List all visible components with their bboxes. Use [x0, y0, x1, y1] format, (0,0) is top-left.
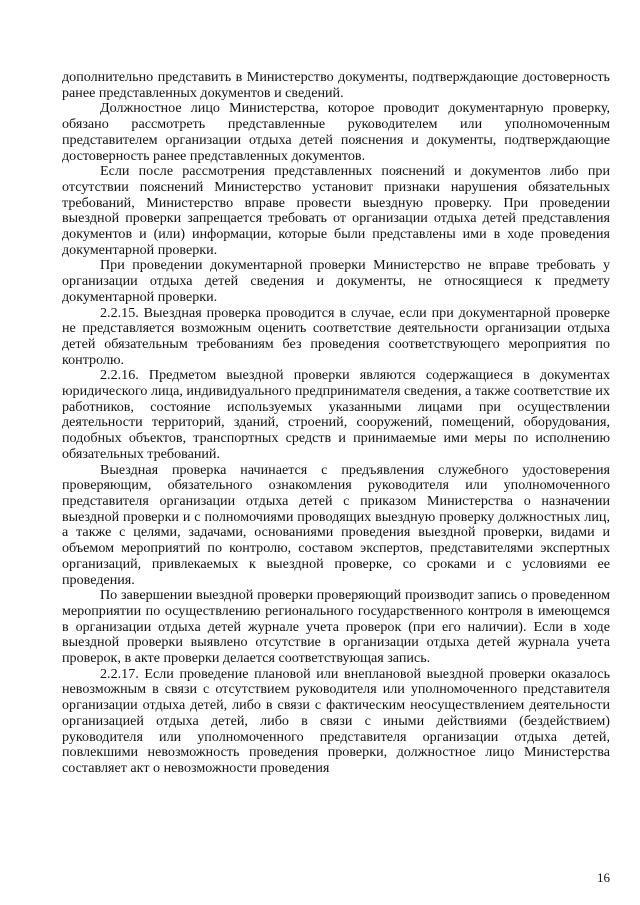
paragraph: дополнительно представить в Министерство документы, подтверждающие достоверность ранее представленных документов и сведений.	[62, 69, 610, 101]
paragraph: По завершении выездной проверки проверяющий производит запись о проведенном мероприятии по осуществлению регионального государственного контроля в имеющемся в организации отдыха детей журнале учета проверок (при его наличии). Если в ходе выездной проверки выявлено отсутствие в организации отдыха детей журнала учета проверок, в акте проверки делается соответствующая запись.	[62, 587, 610, 667]
paragraph: Должностное лицо Министерства, которое проводит документарную проверку, обязано рассмотреть представленные руководителем или уполномоченным представителем организации отдыха детей пояснения и документы, подтверждающие достоверность ранее представленных документов.	[62, 100, 610, 164]
page-number: 16	[597, 870, 610, 885]
paragraph: Если после рассмотрения представленных пояснений и документов либо при отсутствии пояснений Министерство установит признаки нарушения обязательных требований, Министерство вправе провести выездную проверку. При проведении выездной проверки запрещается требовать от организации отдыха детей представления документов и (или) информации, которые были представлены ими в ходе проведения документарной проверки.	[62, 163, 610, 258]
paragraph: 2.2.16. Предметом выездной проверки являются содержащиеся в документах юридического лица, индивидуального предпринимателя сведения, а также соответствие их работников, состояние используемых указанными лицами при осуществлении деятельности территорий, зданий, строений, сооружений, помещений, оборудования, подобных объектов, транспортных средств и принимаемые ими меры по исполнению обязательных требований.	[62, 367, 610, 462]
paragraph: При проведении документарной проверки Министерство не вправе требовать у организации отдыха детей сведения и документы, не относящиеся к предмету документарной проверки.	[62, 257, 610, 305]
paragraph: Выездная проверка начинается с предъявления служебного удостоверения проверяющим, обязательного ознакомления руководителя или уполномоченного представителя организации отдыха детей с приказом Министерства о назначении выездной проверки и с полномочиями проводящих выездную проверку должностных лиц, а также с целями, задачами, основаниями проведения выездной проверки, видами и объемом мероприятий по контролю, составом экспертов, представителями экспертных организаций, привлекаемых к выездной проверке, со сроками и с условиями ее проведения.	[62, 461, 610, 588]
document-body	[62, 70, 610, 777]
paragraph: 2.2.17. Если проведение плановой или внеплановой выездной проверки оказалось невозможным в связи с отсутствием руководителя или уполномоченного представителя организации отдыха детей, либо в связи с фактическим неосуществлением деятельности организацией отдыха детей, либо в связи с иными действиями (бездействием) руководителя или уполномоченного представителя организации отдыха детей, повлекшими невозможность проведения проверки, должностное лицо Министерства составляет акт о невозможности проведения	[62, 665, 610, 776]
paragraph: 2.2.15. Выездная проверка проводится в случае, если при документарной проверке не представляется возможным оценить соответствие деятельности организации отдыха детей обязательным требованиям без проведения соответствующего мероприятия по контролю.	[62, 304, 610, 368]
